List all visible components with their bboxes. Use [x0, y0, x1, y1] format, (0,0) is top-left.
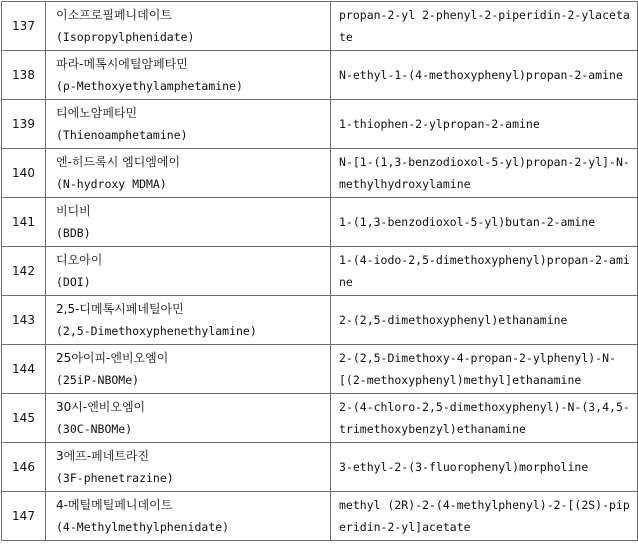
korean-name: 파라-메톡시에틸암페타민 [56, 57, 188, 71]
substance-name [46, 247, 331, 296]
korean-name: 비디비 [56, 204, 91, 218]
row-number: 143 [2, 296, 46, 345]
korean-name: 이소프로필페니데이트 [56, 8, 172, 22]
substance-name [46, 394, 331, 443]
table-row [2, 247, 638, 296]
table-row [2, 443, 638, 492]
row-number: 142 [2, 247, 46, 296]
english-name: (30C-NBOMe) [56, 422, 133, 436]
row-number: 137 [2, 2, 46, 51]
substance-table [1, 1, 638, 541]
english-name: (2,5-Dimethoxyphenethylamine) [56, 324, 257, 338]
korean-name: 3에프-페네트라진 [56, 449, 150, 463]
substance-name [46, 345, 331, 394]
english-name: (Thienoamphetamine) [56, 128, 188, 142]
table-row [2, 51, 638, 100]
iupac-name: methyl (2R)-2-(4-methylphenyl)-2-[(2S)-piperidin-2-yl]acetate [331, 492, 638, 541]
iupac-name: 2-(2,5-Dimethoxy-4-propan-2-ylphenyl)-N-[(2-methoxyphenyl)methyl]ethanamine [331, 345, 638, 394]
row-number: 147 [2, 492, 46, 541]
row-number: 139 [2, 100, 46, 149]
substance-name [46, 100, 331, 149]
table-row [2, 198, 638, 247]
english-name: (25iP-NBOMe) [56, 373, 140, 387]
substance-name [46, 443, 331, 492]
row-number: 141 [2, 198, 46, 247]
table-row [2, 100, 638, 149]
iupac-name: 1-thiophen-2-ylpropan-2-amine [331, 100, 638, 149]
korean-name: 4-메틸메틸페니데이트 [56, 498, 173, 512]
row-number: 146 [2, 443, 46, 492]
english-name: (N-hydroxy MDMA) [56, 177, 167, 191]
english-name: (DOI) [56, 275, 91, 289]
english-name: (3F-phenetrazine) [56, 471, 174, 485]
iupac-name: 2-(4-chloro-2,5-dimethoxyphenyl)-N-(3,4,5-trimethoxybenzyl)ethanamine [331, 394, 638, 443]
iupac-name: N-ethyl-1-(4-methoxyphenyl)propan-2-amine [331, 51, 638, 100]
row-number: 145 [2, 394, 46, 443]
table-row [2, 492, 638, 541]
korean-name: 2,5-디메톡시페네틸아민 [56, 302, 184, 316]
substance-name [46, 296, 331, 345]
english-name: (4-Methylmethylphenidate) [56, 520, 230, 534]
korean-name: 30시-엔비오엠이 [56, 400, 146, 414]
substance-name [46, 51, 331, 100]
english-name: (BDB) [56, 226, 91, 240]
iupac-name: 2-(2,5-dimethoxyphenyl)ethanamine [331, 296, 638, 345]
korean-name: 25아이피-엔비오엠이 [56, 351, 169, 365]
korean-name: 디오아이 [56, 253, 103, 267]
korean-name: 엔-히드록시 엠디엠에이 [56, 155, 181, 169]
iupac-name: 1-(4-iodo-2,5-dimethoxyphenyl)propan-2-amine [331, 247, 638, 296]
substance-name [46, 492, 331, 541]
table-row [2, 394, 638, 443]
english-name: (Isopropylphenidate) [56, 30, 195, 44]
iupac-name: 1-(1,3-benzodioxol-5-yl)butan-2-amine [331, 198, 638, 247]
substance-name [46, 149, 331, 198]
korean-name: 티에노암페타민 [56, 106, 138, 120]
row-number: 138 [2, 51, 46, 100]
table-row [2, 2, 638, 51]
table-row [2, 149, 638, 198]
iupac-name: propan-2-yl 2-phenyl-2-piperidin-2-ylacetate [331, 2, 638, 51]
iupac-name: 3-ethyl-2-(3-fluorophenyl)morpholine [331, 443, 638, 492]
english-name: (ρ-Methoxyethylamphetamine) [56, 79, 243, 93]
row-number: 140 [2, 149, 46, 198]
substance-name [46, 198, 331, 247]
substance-name [46, 2, 331, 51]
table-row [2, 296, 638, 345]
table-row [2, 345, 638, 394]
iupac-name: N-[1-(1,3-benzodioxol-5-yl)propan-2-yl]-N-methylhydroxylamine [331, 149, 638, 198]
row-number: 144 [2, 345, 46, 394]
